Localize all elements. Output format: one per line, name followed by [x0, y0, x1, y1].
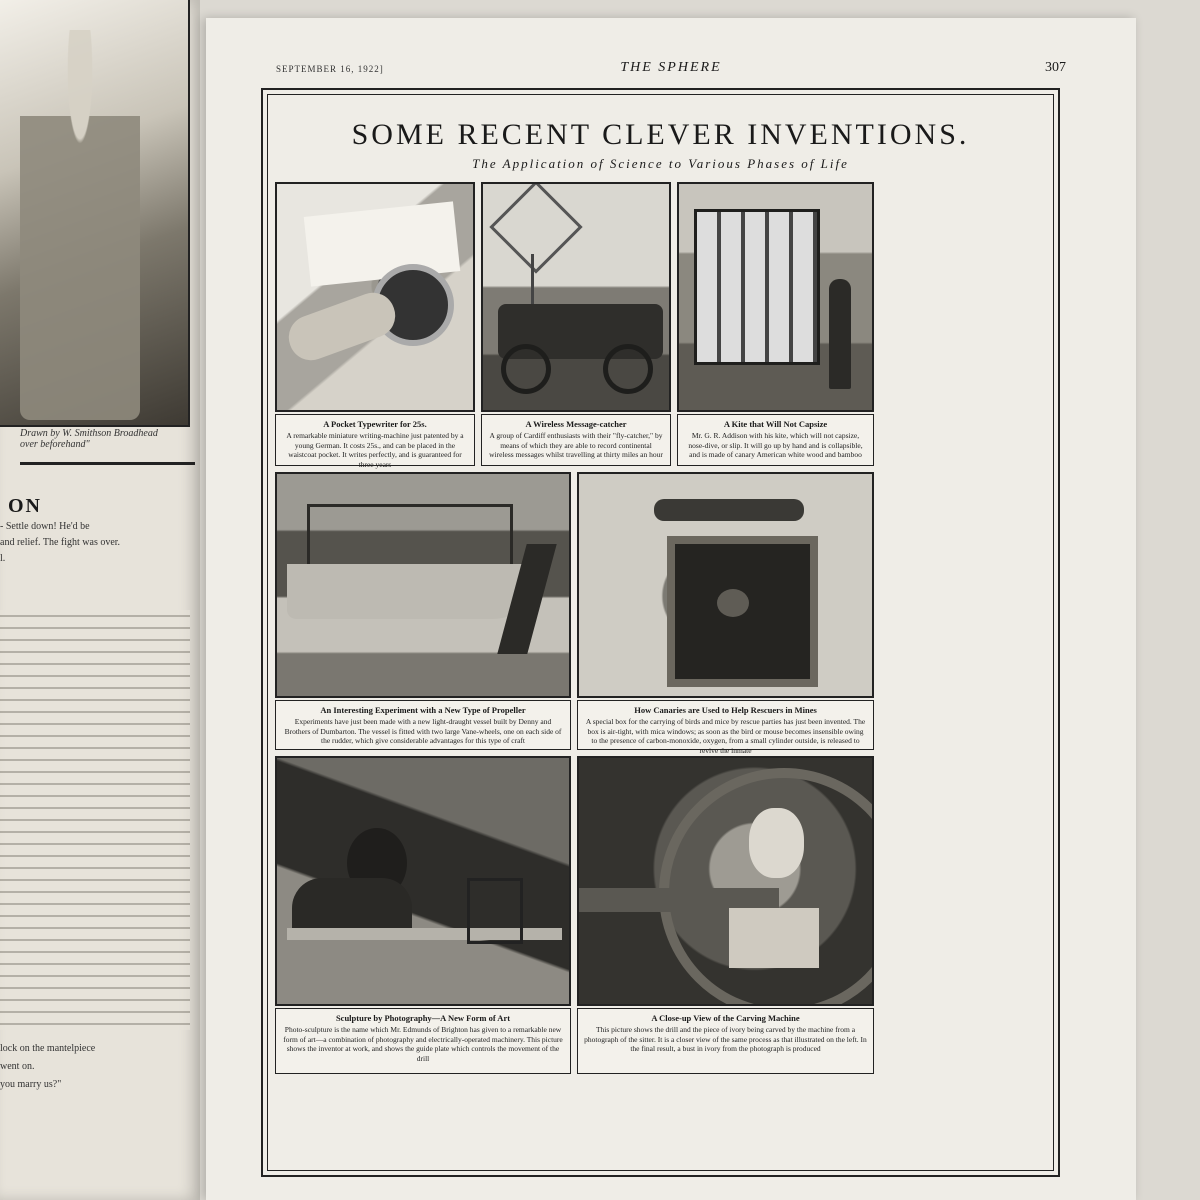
photo-wireless-message-catcher — [481, 182, 671, 412]
text-line: - Settle down! He'd be — [0, 521, 90, 532]
photo-kite — [677, 182, 874, 412]
antenna-frame — [489, 182, 582, 274]
panel-carving-machine — [577, 756, 874, 1074]
carving-wheel — [659, 768, 874, 1006]
photo-pocket-typewriter — [275, 182, 475, 412]
text-line: lock on the mantelpiece — [0, 1043, 96, 1054]
photo-canary-box — [577, 472, 874, 698]
illustration-credit: Drawn by W. Smithson Broadhead over beforehand" — [20, 428, 158, 450]
panel-canary-box — [577, 472, 874, 755]
ivory-bust — [749, 808, 804, 878]
ivory-block — [729, 908, 819, 968]
caption-photo-sculpture — [275, 1008, 571, 1074]
article-frame — [261, 88, 1060, 1177]
caption-propeller — [275, 700, 571, 750]
caption-carving-machine — [577, 1008, 874, 1074]
caption-text: A group of Cardiff enthusiasts with their "fly-catcher," by means of which they are able to record continental wireless messages whilst travelling at thirty miles an hour — [489, 431, 663, 459]
drill-machinery — [467, 878, 523, 944]
panel-kite — [677, 182, 874, 466]
article-headline: SOME RECENT CLEVER INVENTIONS. — [351, 118, 970, 151]
caption-title: Sculpture by Photography—A New Form of Art — [335, 1013, 511, 1023]
car-wheel — [501, 344, 551, 394]
left-page-bottom-text — [0, 1040, 190, 1094]
car-wheel — [603, 344, 653, 394]
photo-photo-sculpture — [275, 756, 571, 1006]
left-page — [0, 0, 200, 1200]
caption-pocket-typewriter — [275, 414, 475, 469]
caption-title: An Interesting Experiment with a New Type of Propeller — [320, 705, 526, 715]
magazine-title: THE SPHERE — [620, 60, 722, 75]
left-page-text — [0, 520, 190, 568]
caption-title: How Canaries are Used to Help Rescuers in Mines — [634, 705, 817, 715]
caption-text: Mr. G. R. Addison with his kite, which will not capsize, nose-dive, or slip. It will go up by hand and is collapsible, and is made of canary American white wood and bamboo — [688, 431, 863, 459]
text-line: you marry us?" — [0, 1079, 62, 1090]
illustration-figure — [20, 30, 140, 420]
caption-title: A Pocket Typewriter for 25s. — [323, 419, 427, 429]
caption-text: A special box for the carrying of birds and mice by rescue parties has just been invented. The box is air-tight, with mica windows; as soon as the bird or mouse becomes insensible owing to the presence of carbon-monoxide, oxygen, from a small cylinder outside, is released to revive the inmate — [585, 717, 866, 755]
caption-title: A Close-up View of the Carving Machine — [651, 1013, 800, 1023]
left-page-text-block — [0, 610, 190, 1030]
caption-text: Experiments have just been made with a new light-draught vessel built by Denny and Brothers of Dumbarton. The vessel is fitted with two large Vane-wheels, one on each side of the rudder, which give considerable advantages for this type of craft — [284, 717, 562, 745]
caption-text: Photo-sculpture is the name which Mr. Edmunds of Brighton has given to a remarkable new form of art—a combination of photography and electrically-operated machinery. This picture shows the inventor at work, and shows the guide plate which controls the movement of the drill — [283, 1025, 563, 1063]
caption-title: A Wireless Message-catcher — [525, 419, 627, 429]
canary-bird — [717, 589, 749, 617]
boat-canopy — [307, 504, 513, 567]
issue-date: SEPTEMBER 16, 1922] — [276, 64, 384, 74]
photo-propeller — [275, 472, 571, 698]
panel-wireless-message-catcher — [481, 182, 671, 466]
article-subheadline: The Application of Science to Various Phases of Life — [472, 156, 849, 171]
text-line: l. — [0, 553, 6, 564]
running-head — [276, 60, 1066, 80]
caption-wireless-message-catcher — [481, 414, 671, 466]
left-page-illustration — [0, 0, 190, 427]
left-page-heading: ON — [8, 495, 42, 517]
caption-canary-box — [577, 700, 874, 755]
box-handle — [654, 499, 804, 521]
panel-photo-sculpture — [275, 756, 571, 1074]
caption-kite — [677, 414, 874, 466]
caption-text: This picture shows the drill and the piece of ivory being carved by the machine from a photograph of the sitter. It is a closer view of the same process as that illustrated on the left. In the final result, a bust in ivory from the photograph is produced — [584, 1025, 867, 1053]
caption-title: A Kite that Will Not Capsize — [723, 419, 828, 429]
text-line: and relief. The fight was over. — [0, 537, 121, 548]
hand — [283, 287, 402, 367]
panel-pocket-typewriter — [275, 182, 475, 469]
photo-carving-machine — [577, 756, 874, 1006]
caption-text: A remarkable miniature writing-machine just patented by a young German. It costs 25s., and can be placed in the waistcoat pocket. It writes perfectly, and is guaranteed for three years — [286, 431, 464, 469]
left-page-rule — [20, 462, 195, 465]
panel-propeller — [275, 472, 571, 750]
page-number: 307 — [1045, 60, 1066, 75]
text-line: went on. — [0, 1061, 35, 1072]
magazine-page — [206, 18, 1136, 1200]
man-figure — [829, 279, 851, 389]
box-kite — [694, 209, 820, 365]
